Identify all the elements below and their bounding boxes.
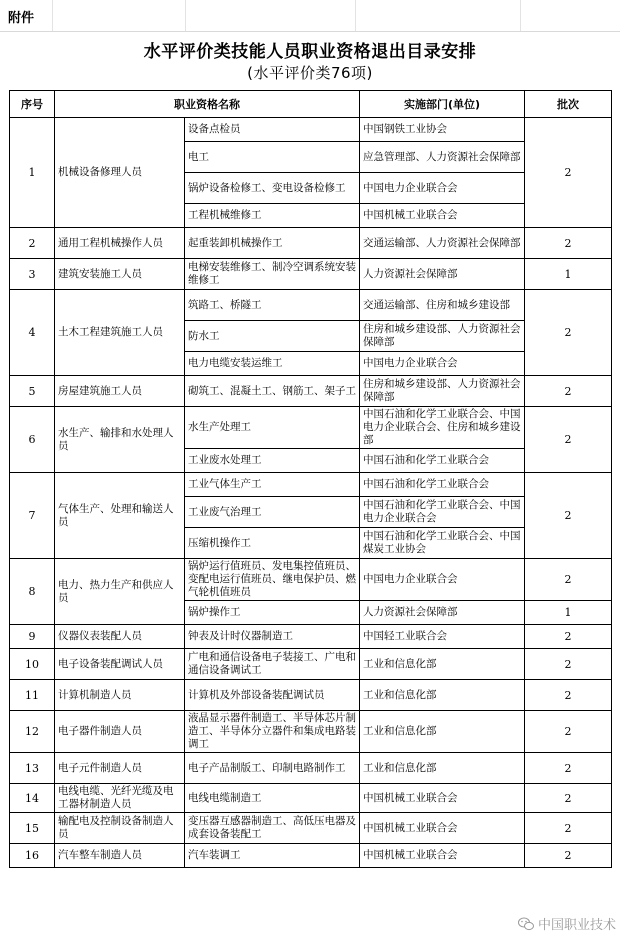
table-row (10, 625, 612, 649)
department-cell: 中国石油和化学工业联合会、中国煤炭工业协会 (360, 528, 525, 559)
header-no: 序号 (10, 91, 55, 118)
category-cell: 汽车整车制造人员 (55, 844, 185, 868)
watermark-text: 中国职业技术 (537, 918, 616, 933)
table-row (10, 259, 612, 290)
table-row (10, 711, 612, 753)
department-cell: 人力资源社会保障部 (360, 259, 525, 290)
row-number: 2 (10, 228, 55, 259)
table-row (10, 473, 612, 497)
qualification-name-cell: 计算机及外部设备装配调试员 (185, 680, 360, 711)
row-number: 3 (10, 259, 55, 290)
category-cell: 气体生产、处理和输送人员 (55, 473, 185, 559)
department-cell: 中国电力企业联合会 (360, 173, 525, 204)
qualification-name-cell: 锅炉运行值班员、发电集控值班员、变配电运行值班员、继电保护员、燃气轮机值班员 (185, 559, 360, 601)
table-row (10, 753, 612, 784)
batch-cell: 2 (525, 625, 612, 649)
qualification-name-cell: 电线电缆制造工 (185, 784, 360, 813)
department-cell: 工业和信息化部 (360, 753, 525, 784)
table-row (10, 118, 612, 142)
category-cell: 电力、热力生产和供应人员 (55, 559, 185, 625)
row-number: 15 (10, 813, 55, 844)
batch-cell: 2 (525, 711, 612, 753)
row-number: 4 (10, 290, 55, 376)
category-cell: 电子设备装配调试人员 (55, 649, 185, 680)
department-cell: 中国钢铁工业协会 (360, 118, 525, 142)
batch-cell: 2 (525, 290, 612, 376)
batch-cell: 2 (525, 649, 612, 680)
department-cell: 应急管理部、人力资源社会保障部 (360, 142, 525, 173)
qualification-name-cell: 工业废水处理工 (185, 449, 360, 473)
batch-cell: 2 (525, 680, 612, 711)
attachment-label: 附件 (8, 11, 35, 26)
category-cell: 房屋建筑施工人员 (55, 376, 185, 407)
batch-cell: 2 (525, 118, 612, 228)
qualification-name-cell: 设备点检员 (185, 118, 360, 142)
row-number: 5 (10, 376, 55, 407)
department-cell: 中国机械工业联合会 (360, 204, 525, 228)
department-cell: 中国石油和化学工业联合会、中国电力企业联合会、住房和城乡建设部 (360, 407, 525, 449)
department-cell: 住房和城乡建设部、人力资源社会保障部 (360, 376, 525, 407)
header-dept: 实施部门(单位) (360, 91, 525, 118)
table-row (10, 844, 612, 868)
category-cell: 机械设备修理人员 (55, 118, 185, 228)
department-cell: 中国石油和化学工业联合会 (360, 473, 525, 497)
department-cell: 工业和信息化部 (360, 649, 525, 680)
category-cell: 电线电缆、光纤光缆及电工器材制造人员 (55, 784, 185, 813)
row-number: 1 (10, 118, 55, 228)
batch-cell: 2 (525, 784, 612, 813)
qualification-name-cell: 广电和通信设备电子装接工、广电和通信设备调试工 (185, 649, 360, 680)
table-row (10, 680, 612, 711)
batch-cell: 1 (525, 259, 612, 290)
qualification-name-cell: 筑路工、桥隧工 (185, 290, 360, 321)
row-number: 11 (10, 680, 55, 711)
department-cell: 工业和信息化部 (360, 680, 525, 711)
qualification-name-cell: 钟表及计时仪器制造工 (185, 625, 360, 649)
table-row (10, 649, 612, 680)
row-number: 10 (10, 649, 55, 680)
spreadsheet-top-row (0, 0, 620, 32)
row-number: 8 (10, 559, 55, 625)
qualification-name-cell: 液晶显示器件制造工、半导体芯片制造工、半导体分立器件和集成电路装调工 (185, 711, 360, 753)
row-number: 14 (10, 784, 55, 813)
qualification-table (9, 90, 612, 868)
qualification-name-cell: 锅炉操作工 (185, 601, 360, 625)
department-cell: 中国机械工业联合会 (360, 813, 525, 844)
table-row (10, 784, 612, 813)
category-cell: 土木工程建筑施工人员 (55, 290, 185, 376)
qualification-name-cell: 防水工 (185, 321, 360, 352)
department-cell: 中国机械工业联合会 (360, 844, 525, 868)
department-cell: 人力资源社会保障部 (360, 601, 525, 625)
qualification-name-cell: 工业废气治理工 (185, 497, 360, 528)
category-cell: 输配电及控制设备制造人员 (55, 813, 185, 844)
watermark (518, 914, 616, 933)
qualification-name-cell: 变压器互感器制造工、高低压电器及成套设备装配工 (185, 813, 360, 844)
qualification-name-cell: 工业气体生产工 (185, 473, 360, 497)
table-row (10, 407, 612, 449)
qualification-name-cell: 工程机械维修工 (185, 204, 360, 228)
category-cell: 计算机制造人员 (55, 680, 185, 711)
batch-cell: 2 (525, 473, 612, 559)
category-cell: 电子器件制造人员 (55, 711, 185, 753)
header-name: 职业资格名称 (55, 91, 360, 118)
department-cell: 交通运输部、人力资源社会保障部 (360, 228, 525, 259)
batch-cell: 2 (525, 813, 612, 844)
table-header-row (10, 91, 612, 118)
header-batch: 批次 (525, 91, 612, 118)
qualification-name-cell: 电梯安装维修工、制冷空调系统安装维修工 (185, 259, 360, 290)
category-cell: 电子元件制造人员 (55, 753, 185, 784)
category-cell: 通用工程机械操作人员 (55, 228, 185, 259)
qualification-name-cell: 电工 (185, 142, 360, 173)
batch-cell: 2 (525, 559, 612, 601)
department-cell: 中国电力企业联合会 (360, 352, 525, 376)
document-subtitle: (水平评价类76项) (247, 64, 373, 82)
department-cell: 工业和信息化部 (360, 711, 525, 753)
row-number: 7 (10, 473, 55, 559)
qualification-name-cell: 电子产品制版工、印制电路制作工 (185, 753, 360, 784)
batch-cell: 2 (525, 844, 612, 868)
table-row (10, 559, 612, 601)
qualification-name-cell: 汽车装调工 (185, 844, 360, 868)
category-cell: 仪器仪表装配人员 (55, 625, 185, 649)
row-number: 12 (10, 711, 55, 753)
document-title: 水平评价类技能人员职业资格退出目录安排 (143, 42, 477, 62)
batch-cell: 1 (525, 601, 612, 625)
row-number: 6 (10, 407, 55, 473)
batch-cell: 2 (525, 407, 612, 473)
batch-cell: 2 (525, 228, 612, 259)
department-cell: 中国机械工业联合会 (360, 784, 525, 813)
table-row (10, 376, 612, 407)
department-cell: 中国轻工业联合会 (360, 625, 525, 649)
category-cell: 建筑安装施工人员 (55, 259, 185, 290)
batch-cell: 2 (525, 753, 612, 784)
batch-cell: 2 (525, 376, 612, 407)
department-cell: 中国电力企业联合会 (360, 559, 525, 601)
wechat-icon (518, 917, 534, 931)
row-number: 9 (10, 625, 55, 649)
department-cell: 中国石油和化学工业联合会 (360, 449, 525, 473)
department-cell: 中国石油和化学工业联合会、中国电力企业联合会 (360, 497, 525, 528)
table-row (10, 290, 612, 321)
row-number: 16 (10, 844, 55, 868)
table-row (10, 813, 612, 844)
department-cell: 交通运输部、住房和城乡建设部 (360, 290, 525, 321)
qualification-name-cell: 压缩机操作工 (185, 528, 360, 559)
qualification-name-cell: 水生产处理工 (185, 407, 360, 449)
table-row (10, 228, 612, 259)
category-cell: 水生产、输排和水处理人员 (55, 407, 185, 473)
qualification-name-cell: 锅炉设备检修工、变电设备检修工 (185, 173, 360, 204)
row-number: 13 (10, 753, 55, 784)
qualification-name-cell: 起重装卸机械操作工 (185, 228, 360, 259)
department-cell: 住房和城乡建设部、人力资源社会保障部 (360, 321, 525, 352)
title-block (9, 33, 611, 90)
qualification-name-cell: 电力电缆安装运维工 (185, 352, 360, 376)
qualification-name-cell: 砌筑工、混凝土工、钢筋工、架子工 (185, 376, 360, 407)
